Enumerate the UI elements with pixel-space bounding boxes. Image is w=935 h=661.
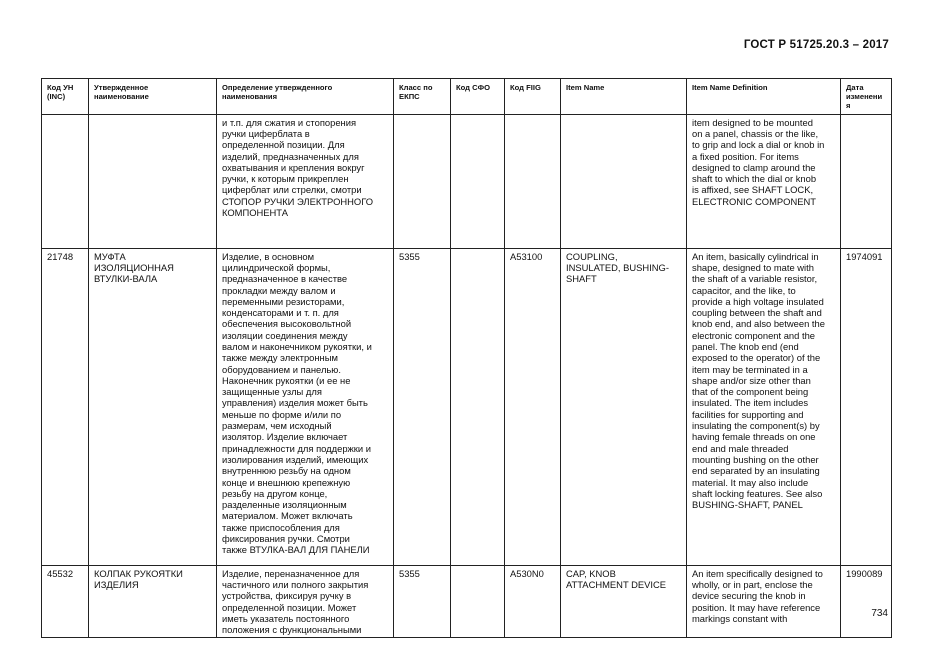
cell-definition-en: An item, basically cylindrical in shape, designed to mate with the shaft of a variable resistor, capacitor, and the like, to provide a high voltage insulated coupling between the shaft and knob end, and also between the electronic component and the panel. The knob end (end exposed to the operator) of the item may be terminated in a shape and/or size other than that of the component being insulated. The item includes facilities for supporting and insulating the component(s) by having female threads on one end and male threaded mounting bushing on the other end separated by an insulating material. It may also include shaft locking features. See also BUSHING-SHAFT, PANEL — [687, 248, 841, 565]
col-header-ekps-class: Класс по ЕКПС — [394, 79, 451, 115]
table-row — [42, 565, 892, 638]
cell-approved-name — [89, 114, 217, 248]
cell-fiig-code: A53100 — [505, 248, 561, 565]
cell-sfo-code — [451, 248, 505, 565]
col-header-definition-ru: Определение утвержденного наименования — [217, 79, 394, 115]
cell-definition-ru: Изделие, переназначенное для частичного или полного закрытия устройства, фиксируя ручку в определенной позиции. Может иметь указатель постоянного положения с функциональными — [217, 565, 394, 638]
table-header-row — [42, 79, 892, 115]
cell-item-name — [561, 114, 687, 248]
cell-change-date — [841, 114, 892, 248]
cell-sfo-code — [451, 565, 505, 638]
cell-definition-ru: и т.п. для сжатия и стопорения ручки циферблата в определенной позиции. Для изделий, предназначенных для охватывания и крепления вокруг ручки, к которым прикреплен циферблат или стрелки, смотри СТОПОР РУЧКИ ЭЛЕКТРОННОГО КОМПОНЕНТА — [217, 114, 394, 248]
table-row — [42, 114, 892, 248]
cell-change-date: 1974091 — [841, 248, 892, 565]
table-row — [42, 248, 892, 565]
cell-ekps-class — [394, 114, 451, 248]
cell-definition-ru: Изделие, в основном цилиндрической формы, предназначенное в качестве прокладки между валом и переменными резисторами, конденсаторами и т. п. для обеспечения высоковольтной изоляции соединения между валом и наконечником рукоятки, и также между электронным оборудованием и панелью. Наконечник рукоятки (и ее не защищенные узлы для управления) изделия может быть меньше по форме и/или по размерам, чем исходный изолятор. Изделие включает принадлежности для поддержки и изолирования изделий, имеющих внутреннюю резьбу на одном конце и внешнюю крепежную резьбу на другом конце, разделенные изоляционным материалом. Может включать также приспособления для фиксирования ручки. Смотри также ВТУЛКА-ВАЛ ДЛЯ ПАНЕЛИ — [217, 248, 394, 565]
col-header-change-date: Дата изменения — [841, 79, 892, 115]
cell-inc — [42, 114, 89, 248]
cell-approved-name: КОЛПАК РУКОЯТКИ ИЗДЕЛИЯ — [89, 565, 217, 638]
cell-ekps-class: 5355 — [394, 565, 451, 638]
col-header-sfo-code: Код СФО — [451, 79, 505, 115]
cell-sfo-code — [451, 114, 505, 248]
col-header-item-name: Item Name — [561, 79, 687, 115]
col-header-inc: Код УН (INC) — [42, 79, 89, 115]
cell-approved-name: МУФТА ИЗОЛЯЦИОННАЯ ВТУЛКИ-ВАЛА — [89, 248, 217, 565]
cell-item-name: CAP, KNOB ATTACHMENT DEVICE — [561, 565, 687, 638]
cell-definition-en: An item specifically designed to wholly, or in part, enclose the device securing the knob in position. It may have reference markings constant with — [687, 565, 841, 638]
cell-inc: 21748 — [42, 248, 89, 565]
cell-fiig-code: A530N0 — [505, 565, 561, 638]
col-header-definition-en: Item Name Definition — [687, 79, 841, 115]
cell-item-name: COUPLING, INSULATED, BUSHING- SHAFT — [561, 248, 687, 565]
cell-ekps-class: 5355 — [394, 248, 451, 565]
nomenclature-table — [41, 78, 892, 638]
cell-change-date: 1990089 — [841, 565, 892, 638]
document-standard-number: ГОСТ Р 51725.20.3 – 2017 — [743, 39, 889, 51]
cell-definition-en: item designed to be mounted on a panel, chassis or the like, to grip and lock a dial or knob in a fixed position. For items designed to clamp around the shaft to which the dial or knob is affixed, see SHAFT LOCK, ELECTRONIC COMPONENT — [687, 114, 841, 248]
page-number: 734 — [871, 608, 888, 619]
col-header-approved-name: Утвержденное наименование — [89, 79, 217, 115]
col-header-fiig-code: Код FIIG — [505, 79, 561, 115]
cell-fiig-code — [505, 114, 561, 248]
cell-inc: 45532 — [42, 565, 89, 638]
